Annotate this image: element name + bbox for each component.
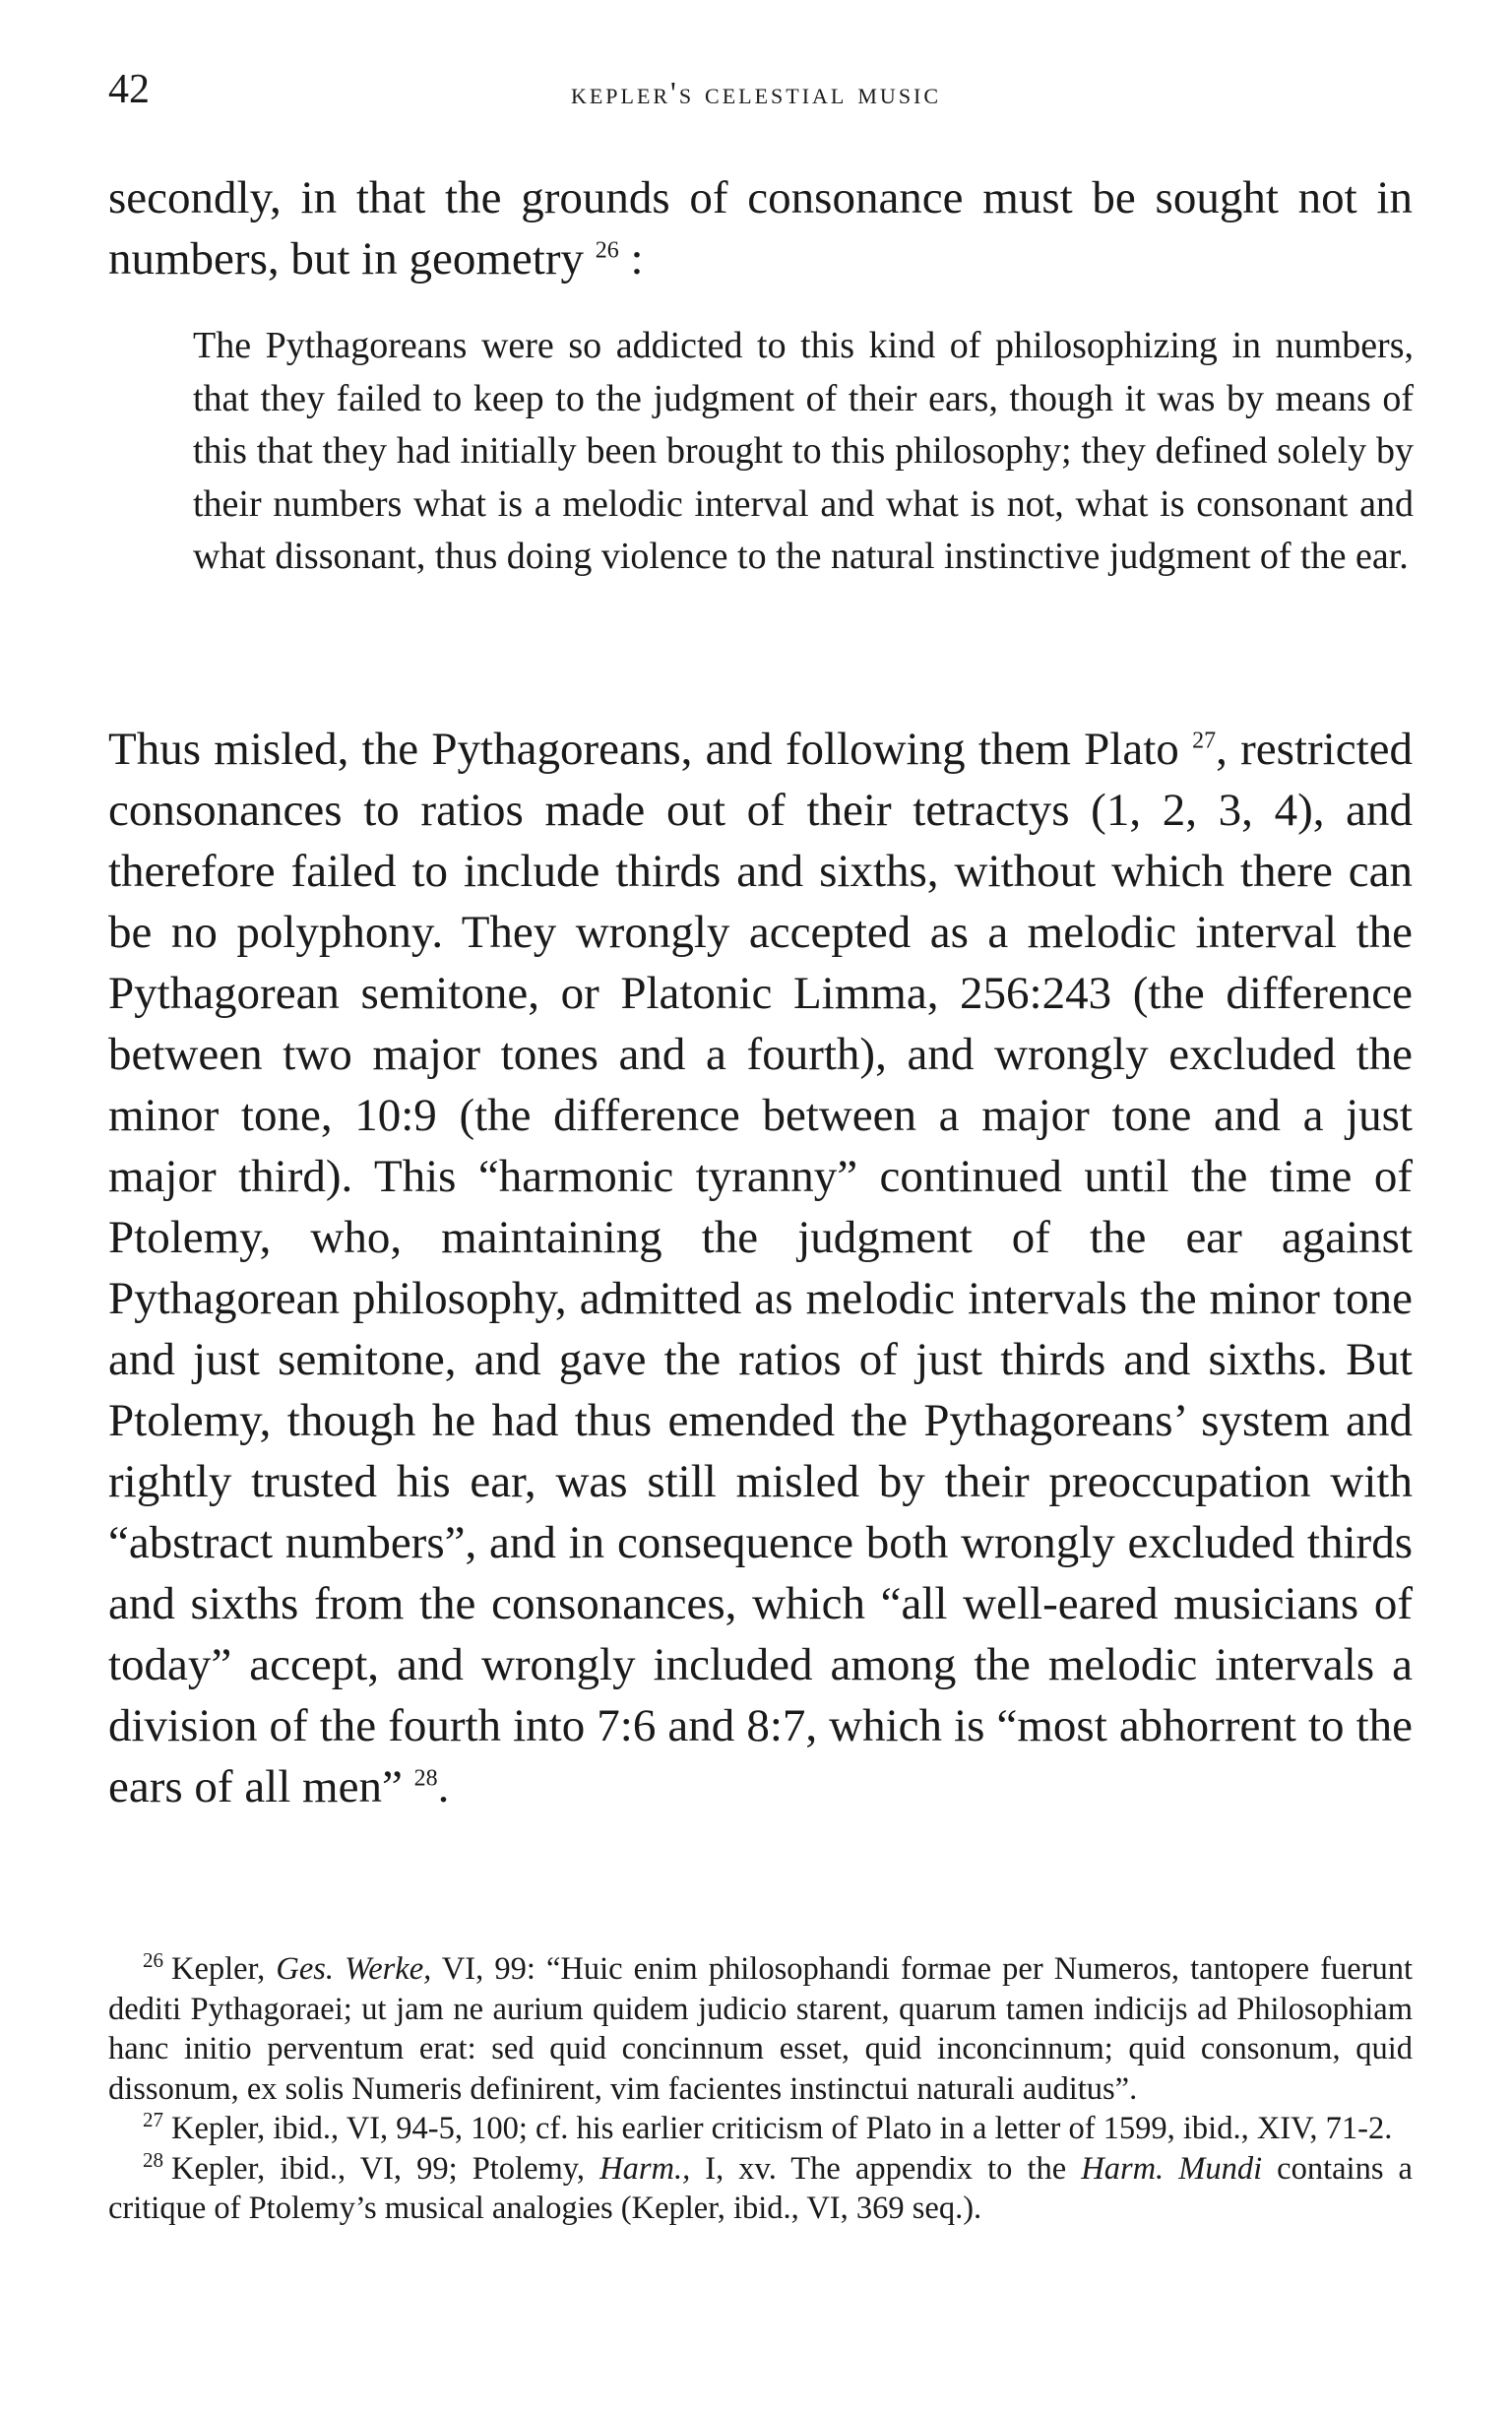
block-quote: The Pythagoreans were so addicted to this kind of philosophizing in numbers, that they failed to keep to the judgment of their ears, though it was by means of this that they had initially been brought to this philosophy; they defined solely by their numbers what is a melodic interval and what is not, what is consonant and what dissonant, thus doing violence to the natural instinctive judgment of the ear. — [193, 325, 1414, 577]
paragraph-2-text-a: Thus misled, the Pythagoreans, and following them Plato — [108, 724, 1179, 775]
footnote-italic: Ges. Werke, — [276, 1951, 432, 1987]
paragraph-2 — [108, 719, 1413, 1817]
footnote-number: 26 — [143, 1948, 163, 1973]
paragraph-1-end: : — [630, 233, 644, 285]
page-number: 42 — [108, 67, 150, 112]
footnote-italic: Harm. Mundi — [1081, 2150, 1263, 2187]
footnote-number: 28 — [143, 2147, 163, 2172]
footnote-text: I, xv. The appendix to the — [690, 2150, 1082, 2187]
running-head: kepler's celestial music — [570, 75, 942, 110]
paragraph-2-text-b: , restricted consonances to ratios made out of their tetractys (1, 2, 3, 4), and therefore failed to include thirds and sixths, without which there can be no polyphony. They wrongly accepted as a melodic interval the Pythagorean semitone, or Platonic Limma, 256:243 (the difference between two major tones and a fourth), and wrongly excluded the minor tone, 10:9 (the difference between a major tone and a just major third). This “harmonic tyranny” continued until the time of Ptolemy, who, maintaining the judgment of the ear against Pythagorean philosophy, admitted as melodic intervals the minor tone and just semitone, and gave the ratios of just thirds and sixths. But Ptolemy, though he had thus emended the Pythagoreans’ system and rightly trusted his ear, was still misled by their preoccupation with “abstract numbers”, and in consequence both wrongly excluded thirds and sixths from the consonances, which “all well-eared musicians of today” accept, and wrongly included among the melodic intervals a division of the fourth into 7:6 and 8:7, which is “most abhorrent to the ears of all men” — [108, 724, 1413, 1812]
footnote-italic: Harm., — [599, 2150, 691, 2187]
footnote-ref-27[interactable]: 27 — [1192, 728, 1217, 754]
footnote-text: contains a critique of Ptolemy’s musical analogies (Kepler, ibid., VI, 369 seq.). — [108, 2150, 1413, 2226]
paragraph-1 — [108, 167, 1413, 289]
footnote-text: Kepler, — [171, 1951, 277, 1987]
footnote-text: VI, 99: “Huic enim philosophandi formae per Numeros, tantopere fuerunt dediti Pythagoraei; ut jam ne aurium quidem judicio starent, quarum tamen indicijs ad Philosophiam hanc initio perventum erat: sed quid concinnum esset, quid inconcinnum; quid consonum, quid dissonum, ex solis Numeris definirent, vim facientes instinctui naturali auditus”. — [108, 1951, 1413, 2107]
footnote-27 — [108, 2109, 1413, 2149]
footnote-26 — [108, 1949, 1413, 2109]
paragraph-1-text: secondly, in that the grounds of consonance must be sought not in numbers, but in geometry — [108, 172, 1413, 285]
footnote-ref-28[interactable]: 28 — [413, 1765, 438, 1792]
footnote-ref-26[interactable]: 26 — [595, 237, 619, 264]
footnote-number: 27 — [143, 2108, 163, 2132]
footnote-text: Kepler, ibid., VI, 99; Ptolemy, — [171, 2150, 600, 2187]
footnote-28 — [108, 2149, 1413, 2229]
paragraph-2-end: . — [437, 1761, 450, 1812]
footnote-text: Kepler, ibid., VI, 94-5, 100; cf. his earlier criticism of Plato in a letter of 1599, ibid., XIV, 71-2. — [171, 2111, 1393, 2146]
footnotes — [108, 1949, 1413, 2229]
